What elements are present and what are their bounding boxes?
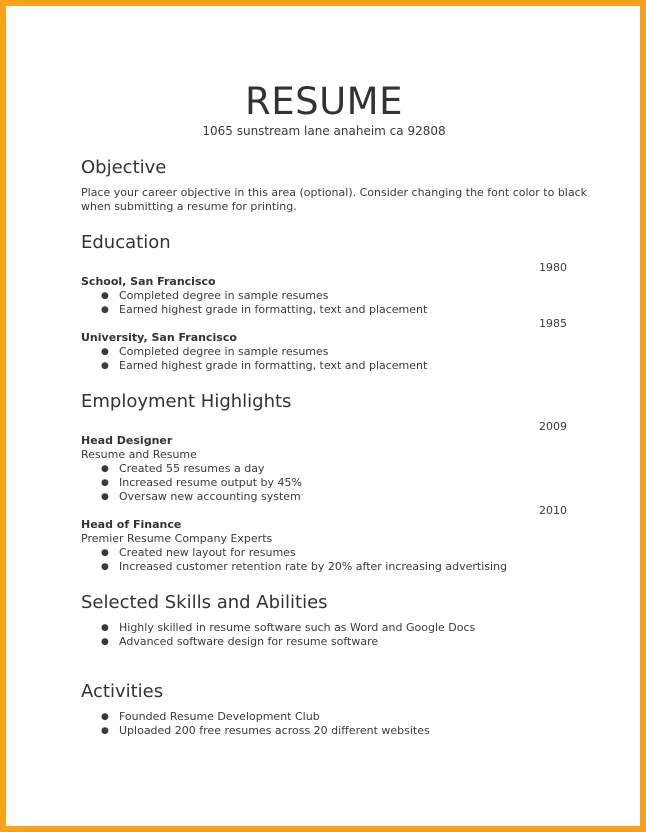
bullet-icon: ● bbox=[101, 637, 109, 647]
employment-heading: Employment Highlights bbox=[81, 391, 292, 412]
skills-bullet-2: Advanced software design for resume software bbox=[119, 635, 379, 648]
employment-1-bullet-1: Created 55 resumes a day bbox=[119, 462, 265, 475]
bullet-icon: ● bbox=[101, 726, 109, 736]
objective-heading: Objective bbox=[81, 157, 167, 178]
education-school-1: School, San Francisco bbox=[81, 275, 216, 288]
employment-company-1: Resume and Resume bbox=[81, 448, 197, 461]
bullet-icon: ● bbox=[101, 291, 109, 301]
activities-bullet-1: Founded Resume Development Club bbox=[119, 710, 320, 723]
employment-title-2: Head of Finance bbox=[81, 518, 182, 531]
bullet-icon: ● bbox=[101, 712, 109, 722]
bullet-icon: ● bbox=[101, 548, 109, 558]
bullet-icon: ● bbox=[101, 305, 109, 315]
employment-year-2: 2010 bbox=[539, 504, 567, 517]
resume-title: RESUME bbox=[245, 80, 403, 123]
employment-company-2: Premier Resume Company Experts bbox=[81, 532, 273, 545]
objective-line-1: Place your career objective in this area (optional). Consider changing the font color to black bbox=[81, 186, 588, 199]
employment-2-bullet-2: Increased customer retention rate by 20% after increasing advertising bbox=[119, 560, 508, 573]
education-heading: Education bbox=[81, 232, 171, 253]
bullet-icon: ● bbox=[101, 464, 109, 474]
education-year-1: 1980 bbox=[539, 261, 567, 274]
bullet-icon: ● bbox=[101, 492, 109, 502]
education-school-2: University, San Francisco bbox=[81, 331, 237, 344]
address-line: 1065 sunstream lane anaheim ca 92808 bbox=[202, 124, 446, 138]
education-year-2: 1985 bbox=[539, 317, 567, 330]
employment-year-1: 2009 bbox=[539, 420, 567, 433]
education-1-bullet-2: Earned highest grade in formatting, text and placement bbox=[119, 303, 428, 316]
employment-2-bullet-1: Created new layout for resumes bbox=[119, 546, 296, 559]
education-2-bullet-2: Earned highest grade in formatting, text and placement bbox=[119, 359, 428, 372]
bullet-icon: ● bbox=[101, 562, 109, 572]
employment-1-bullet-2: Increased resume output by 45% bbox=[119, 476, 302, 489]
education-2-bullet-1: Completed degree in sample resumes bbox=[119, 345, 329, 358]
employment-1-bullet-3: Oversaw new accounting system bbox=[119, 490, 301, 503]
skills-heading: Selected Skills and Abilities bbox=[81, 592, 328, 613]
employment-title-1: Head Designer bbox=[81, 434, 173, 447]
bullet-icon: ● bbox=[101, 361, 109, 371]
education-1-bullet-1: Completed degree in sample resumes bbox=[119, 289, 329, 302]
activities-heading: Activities bbox=[81, 681, 164, 702]
activities-bullet-2: Uploaded 200 free resumes across 20 different websites bbox=[119, 724, 430, 737]
skills-bullet-1: Highly skilled in resume software such as Word and Google Docs bbox=[119, 621, 476, 634]
bullet-icon: ● bbox=[101, 347, 109, 357]
objective-line-2: when submitting a resume for printing. bbox=[81, 200, 297, 213]
bullet-icon: ● bbox=[101, 623, 109, 633]
bullet-icon: ● bbox=[101, 478, 109, 488]
